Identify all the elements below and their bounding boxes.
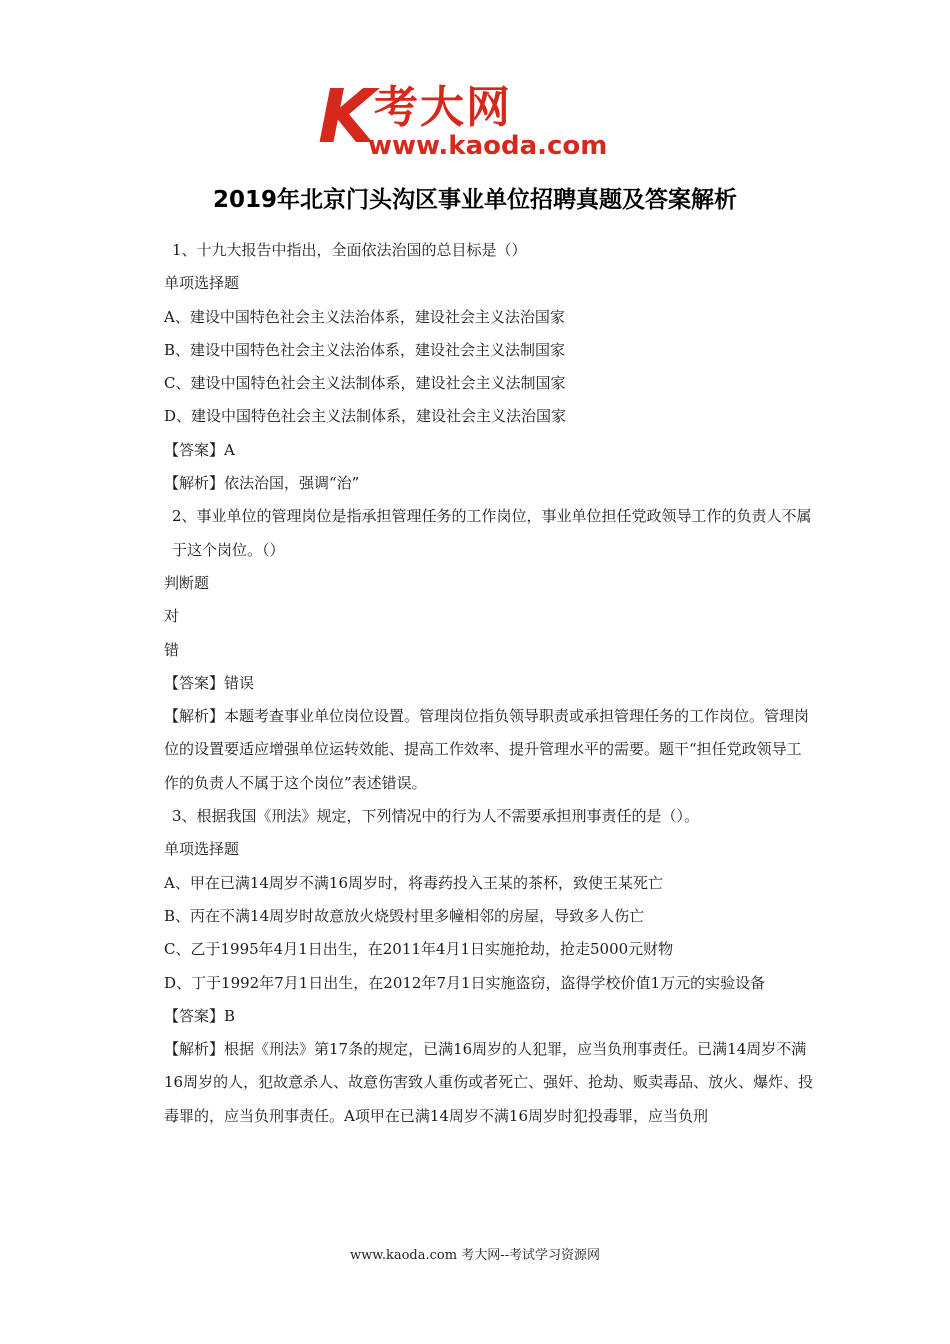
question-3-answer: 【答案】B	[164, 1006, 236, 1025]
question-2-type: 判断题	[164, 573, 210, 592]
question-1: 1、十九大报告中指出，全面依法治国的总目标是（）	[172, 241, 527, 259]
question-2-answer: 【答案】错误	[164, 673, 255, 692]
logo-name: 考大网	[374, 82, 512, 133]
question-3: 3、根据我国《刑法》规定，下列情况中的行为人不需要承担刑事责任的是（）。	[172, 807, 700, 826]
logo-mark: K	[318, 74, 372, 160]
kaoda-logo	[318, 74, 638, 162]
logo-url: www.kaoda.com	[368, 131, 608, 161]
page-footer: www.kaoda.com 考大网--考试学习资源网	[350, 1248, 600, 1263]
question-3-type: 单项选择题	[164, 840, 240, 859]
question-3-option-d: D、丁于1992年7月1日出生，在2012年7月1日实施盗窃，盗得学校价值1万元的实验设备	[164, 973, 766, 992]
question-3-option-c: C、乙于1995年4月1日出生，在2011年4月1日实施抢劫，抢走5000元财物	[164, 940, 674, 959]
question-1-option-a: A、建设中国特色社会主义法治体系，建设社会主义法治国家	[164, 307, 565, 326]
question-3-option-a: A、甲在已满14周岁不满16周岁时，将毒药投入王某的茶杯，致使王某死亡	[164, 873, 664, 892]
question-1-type: 单项选择题	[164, 274, 240, 293]
question-2-analysis: 【解析】本题考查事业单位岗位设置。管理岗位指负领导职责或承担管理任务的工作岗位。管理岗位的设置要适应增强单位运转效能、提高工作效率、提升管理水平的需要。题干“担任党政领导工作的负责人不属于这个岗位”表述错误。	[164, 707, 810, 792]
question-3-analysis: 【解析】根据《刑法》第17条的规定，已满16周岁的人犯罪，应当负刑事责任。已满14周岁不满16周岁的人，犯故意杀人、故意伤害致人重伤或者死亡、强奸、抢劫、贩卖毒品、放火、爆炸、投毒罪的，应当负刑事责任。A项甲在已满14周岁不满16周岁时犯投毒罪，应当负刑	[164, 1040, 814, 1125]
document-title: 2019年北京门头沟区事业单位招聘真题及答案解析	[212, 187, 737, 213]
question-2: 2、事业单位的管理岗位是指承担管理任务的工作岗位，事业单位担任党政领导工作的负责人不属于这个岗位。（）	[172, 507, 812, 559]
question-1-option-c: C、建设中国特色社会主义法制体系，建设社会主义法制国家	[164, 374, 566, 393]
question-1-analysis: 【解析】依法治国，强调“治”	[164, 474, 360, 493]
question-1-option-d: D、建设中国特色社会主义法制体系，建设社会主义法治国家	[164, 407, 567, 426]
document-body	[144, 234, 816, 1133]
question-3-option-b: B、丙在不满14周岁时故意放火烧毁村里多幢相邻的房屋，导致多人伤亡	[164, 906, 645, 925]
question-2-option-true: 对	[164, 607, 180, 626]
question-1-option-b: B、建设中国特色社会主义法治体系，建设社会主义法制国家	[164, 340, 566, 359]
question-1-answer: 【答案】A	[164, 440, 235, 459]
question-2-option-false: 错	[164, 640, 180, 659]
